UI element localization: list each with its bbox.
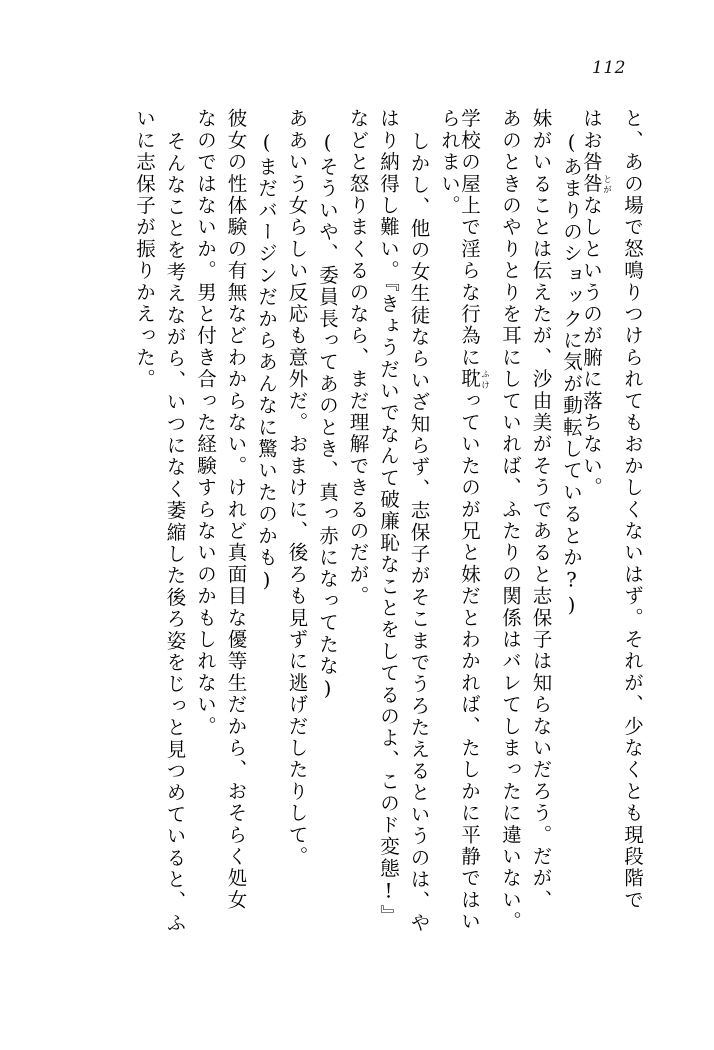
- text-column: ああいう女らしい反応も意外だ。おまけに、後ろも見ずに逃げだしたりして。: [285, 108, 309, 868]
- ruby-annotation: 耽ふけ: [458, 368, 490, 391]
- text-column: 学校の屋上で淫らな行為に耽ふけっていたのが兄と妹だとわかれば、たしかに平静ではい: [458, 108, 490, 933]
- text-column: と、あの場で怒鳴りつけられてもおかしくないはず。それが、少なくとも現段階で: [621, 108, 644, 911]
- text-column: しかし、他の女生徒ならいざ知らず、志保子がそこまでうろたえるというのは、や: [407, 131, 431, 934]
- text-column: そんなことを考えながら、いつになく萎縮した後ろ姿をじっと見つめていると、ふ: [163, 131, 187, 934]
- page-number: 112: [592, 58, 626, 78]
- ruby-annotation: 咎とが: [580, 173, 612, 195]
- text-column: られまい。: [438, 108, 461, 217]
- text-column: などと怒りまくるのなら、まだ理解できるのだが。: [346, 108, 370, 608]
- ruby-text: ふけ: [479, 368, 490, 391]
- vertical-text-block: [70, 108, 642, 963]
- text-column: (まだバージンだからあんなに驚いたのかも): [255, 131, 278, 594]
- text-column: (そういや、委員長ってあのとき、真っ赤になってたな): [316, 131, 339, 703]
- text-column: 彼女の性体験の有無などわからない。けれど真面目な優等生だから、おそらく処女: [224, 108, 248, 911]
- text-column: (あまりのショックに気が動転しているとか?): [560, 131, 583, 619]
- text-column: 妹がいることは伝えたが、沙由美がそうであると志保子は知らないだろう。だが、: [529, 108, 553, 911]
- text-column: なのではないか。男と付き合った経験すらないのかもしれない。: [194, 108, 217, 738]
- text-column: はお咎咎とがなしというのが腑に落ちない。: [580, 108, 612, 499]
- text-column: いに志保子が振りかえった。: [133, 108, 156, 391]
- ruby-text: とが: [601, 173, 612, 195]
- text-column: はり納得し難い。『きょうだいでなんて破廉恥なことをしてるのよ、このド変態!』: [377, 108, 400, 927]
- text-column: あのときのやりとりを耳にしていれば、ふたりの関係はバレてしまったに違いない。: [499, 108, 522, 933]
